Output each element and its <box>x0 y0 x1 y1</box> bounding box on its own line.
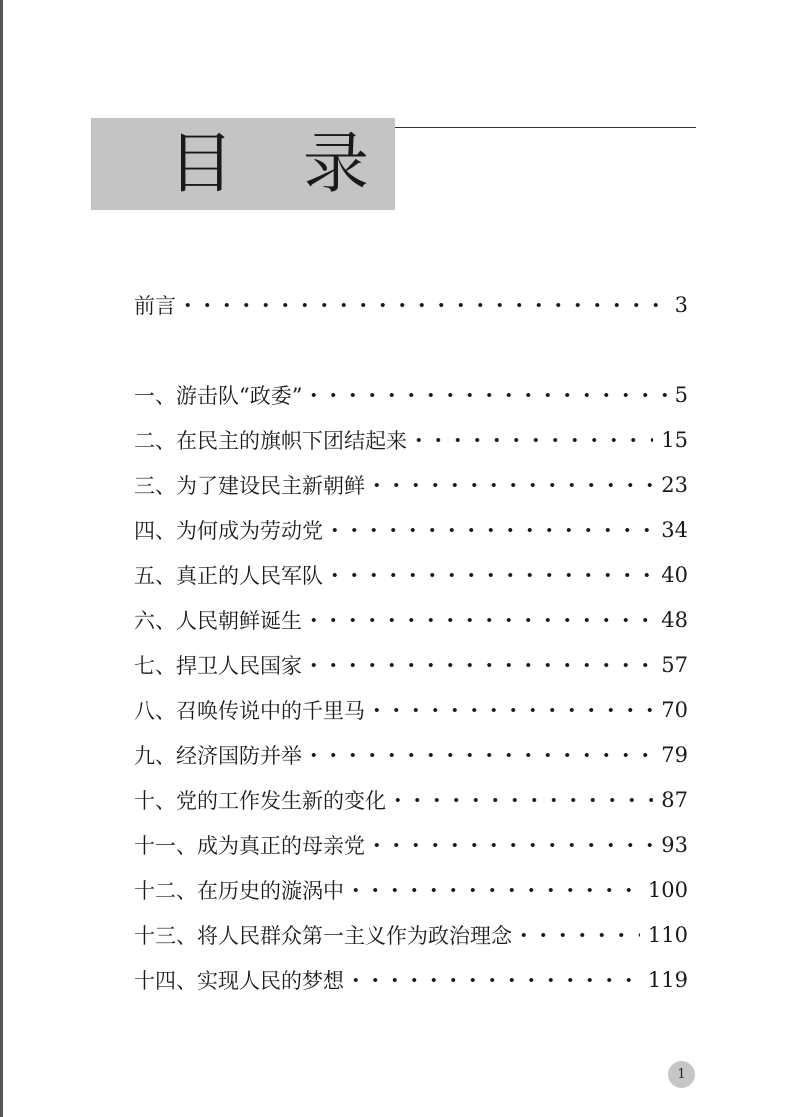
toc-entry-label: 十一、成为真正的母亲党 <box>134 834 365 858</box>
toc-entry-page: 40 <box>661 563 688 587</box>
page-number-badge: 1 <box>668 1061 695 1088</box>
toc-entry-chapter-14[interactable] <box>134 964 688 996</box>
toc-entry-page: 23 <box>661 473 688 497</box>
toc-entry-page: 34 <box>661 518 688 542</box>
toc-dot-leader <box>304 379 666 411</box>
toc-dot-leader <box>304 739 653 771</box>
toc-entry-chapter-11[interactable] <box>134 829 688 861</box>
toc-entry-chapter-10[interactable] <box>134 784 688 816</box>
toc-entry-chapter-12[interactable] <box>134 874 688 906</box>
toc-entry-page: 3 <box>674 293 688 317</box>
toc-dot-leader <box>304 604 653 636</box>
toc-dot-leader <box>367 469 653 501</box>
toc-entry-chapter-5[interactable] <box>134 559 688 591</box>
title-rule <box>395 127 696 128</box>
toc-entry-page: 87 <box>661 788 688 812</box>
toc-entry-label: 一、游击队“政委” <box>134 384 303 408</box>
toc-dot-leader <box>409 424 653 456</box>
toc-dot-leader <box>178 289 667 321</box>
toc-dot-leader <box>325 514 653 546</box>
toc-entry-page: 48 <box>661 608 688 632</box>
toc-entry-page: 100 <box>647 878 688 902</box>
toc-entry-label: 三、为了建设民主新朝鲜 <box>134 474 365 498</box>
toc-entry-page: 110 <box>647 923 688 947</box>
toc-entry-preface[interactable] <box>134 289 688 321</box>
toc-entry-page: 79 <box>661 743 688 767</box>
toc-entry-chapter-3[interactable] <box>134 469 688 501</box>
toc-dot-leader <box>346 874 640 906</box>
toc-entry-chapter-4[interactable] <box>134 514 688 546</box>
toc-entry-page: 15 <box>661 428 688 452</box>
toc-dot-leader <box>346 964 640 996</box>
toc-entry-page: 57 <box>661 653 688 677</box>
toc-entry-label: 五、真正的人民军队 <box>134 564 323 588</box>
toc-entry-chapter-2[interactable] <box>134 424 688 456</box>
toc-entry-label: 十三、将人民群众第一主义作为政治理念 <box>134 924 512 948</box>
toc-entry-page: 93 <box>661 833 688 857</box>
toc-dot-leader <box>367 694 653 726</box>
toc-entry-page: 70 <box>661 698 688 722</box>
toc-entry-chapter-7[interactable] <box>134 649 688 681</box>
toc-entry-label: 十、党的工作发生新的变化 <box>134 789 386 813</box>
toc-entry-label: 前言 <box>134 294 176 318</box>
toc-dot-leader <box>304 649 653 681</box>
page-left-edge <box>0 0 3 1117</box>
toc-dot-leader <box>514 919 640 951</box>
toc-entry-label: 十二、在历史的漩涡中 <box>134 879 344 903</box>
toc-entry-label: 十四、实现人民的梦想 <box>134 969 344 993</box>
toc-entry-label: 二、在民主的旗帜下团结起来 <box>134 429 407 453</box>
toc-entry-label: 四、为何成为劳动党 <box>134 519 323 543</box>
toc-entry-label: 六、人民朝鲜诞生 <box>134 609 302 633</box>
toc-entry-chapter-13[interactable] <box>134 919 688 951</box>
toc-dot-leader <box>325 559 653 591</box>
toc-entry-page: 5 <box>674 383 688 407</box>
toc-entry-label: 七、捍卫人民国家 <box>134 654 302 678</box>
toc-entry-chapter-9[interactable] <box>134 739 688 771</box>
page-title: 目 录 <box>168 125 393 202</box>
toc-entry-label: 八、召唤传说中的千里马 <box>134 699 365 723</box>
toc-entry-label: 九、经济国防并举 <box>134 744 302 768</box>
toc-entry-chapter-6[interactable] <box>134 604 688 636</box>
toc-entry-chapter-8[interactable] <box>134 694 688 726</box>
toc-entry-page: 119 <box>647 968 688 992</box>
toc-entry-chapter-1[interactable] <box>134 379 688 411</box>
toc-dot-leader <box>388 784 653 816</box>
toc-dot-leader <box>367 829 653 861</box>
